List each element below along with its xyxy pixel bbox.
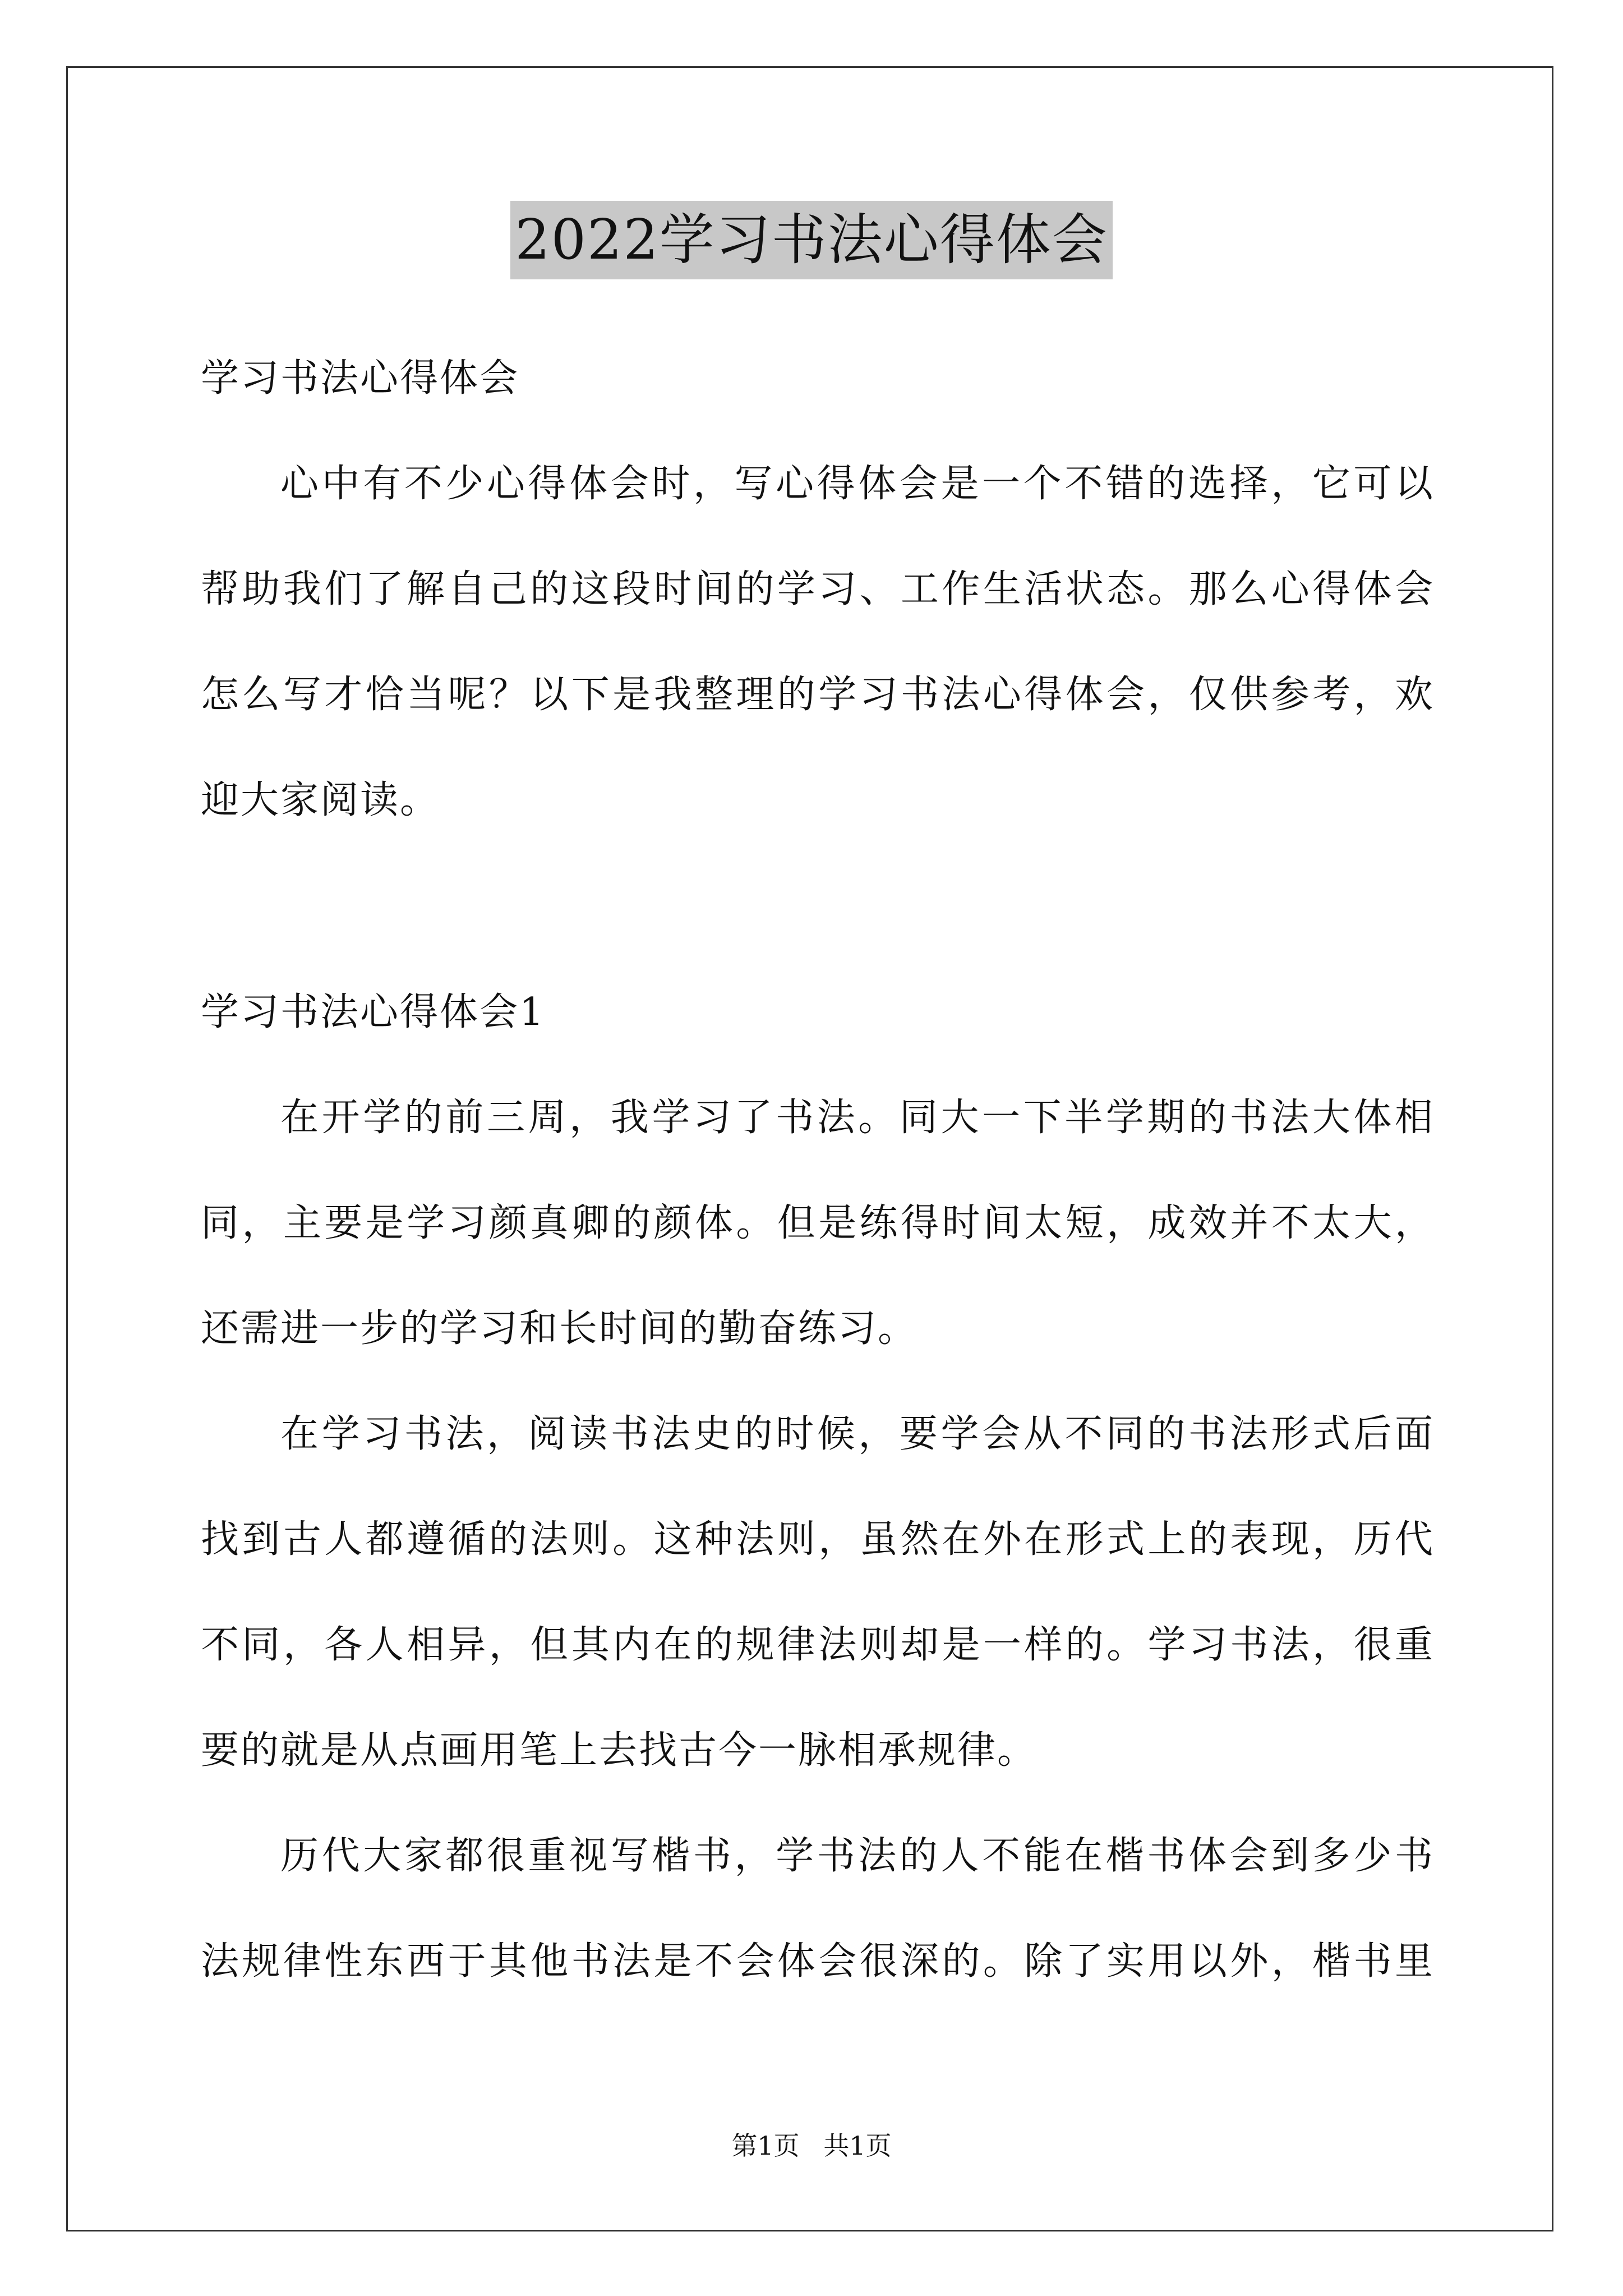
paragraph-line: 同，主要是学习颜真卿的颜体。但是练得时间太短，成效并不太大，: [201, 1201, 1435, 1245]
paragraph-line: 在开学的前三周，我学习了书法。同大一下半学期的书法大体相: [280, 1096, 1435, 1140]
page-number-current: 第1页: [731, 2131, 800, 2161]
document-title: 2022学习书法心得体会: [510, 201, 1112, 279]
paragraph-line: 找到古人都遵循的法则。这种法则，虽然在外在形式上的表现，历代: [201, 1517, 1435, 1562]
paragraph-line: 不同，各人相异，但其内在的规律法则却是一样的。学习书法，很重: [201, 1623, 1435, 1667]
paragraph-line: 法规律性东西于其他书法是不会体会很深的。除了实用以外，楷书里: [201, 1939, 1435, 1984]
paragraph-line: 心中有不少心得体会时，写心得体会是一个不错的选择，它可以: [280, 462, 1435, 506]
paragraph-line: 迎大家阅读。: [201, 778, 440, 822]
title-wrap: [0, 201, 1623, 279]
page-number-total: 共1页: [823, 2131, 892, 2161]
page-footer: [0, 2129, 1623, 2162]
paragraph-line: 在学习书法，阅读书法史的时候，要学会从不同的书法形式后面: [280, 1412, 1435, 1456]
paragraph-line: 帮助我们了解自己的这段时间的学习、工作生活状态。那么心得体会: [201, 567, 1435, 611]
paragraph-line: 要的就是从点画用笔上去找古今一脉相承规律。: [201, 1728, 1038, 1773]
paragraph-line: 怎么写才恰当呢？以下是我整理的学习书法心得体会，仅供参考，欢: [201, 673, 1435, 717]
paragraph-line: 历代大家都很重视写楷书，学书法的人不能在楷书体会到多少书: [280, 1834, 1435, 1878]
subtitle: 学习书法心得体会: [201, 356, 520, 401]
section-heading: 学习书法心得体会1: [201, 990, 546, 1034]
paragraph-line: 还需进一步的学习和长时间的勤奋练习。: [201, 1306, 918, 1351]
